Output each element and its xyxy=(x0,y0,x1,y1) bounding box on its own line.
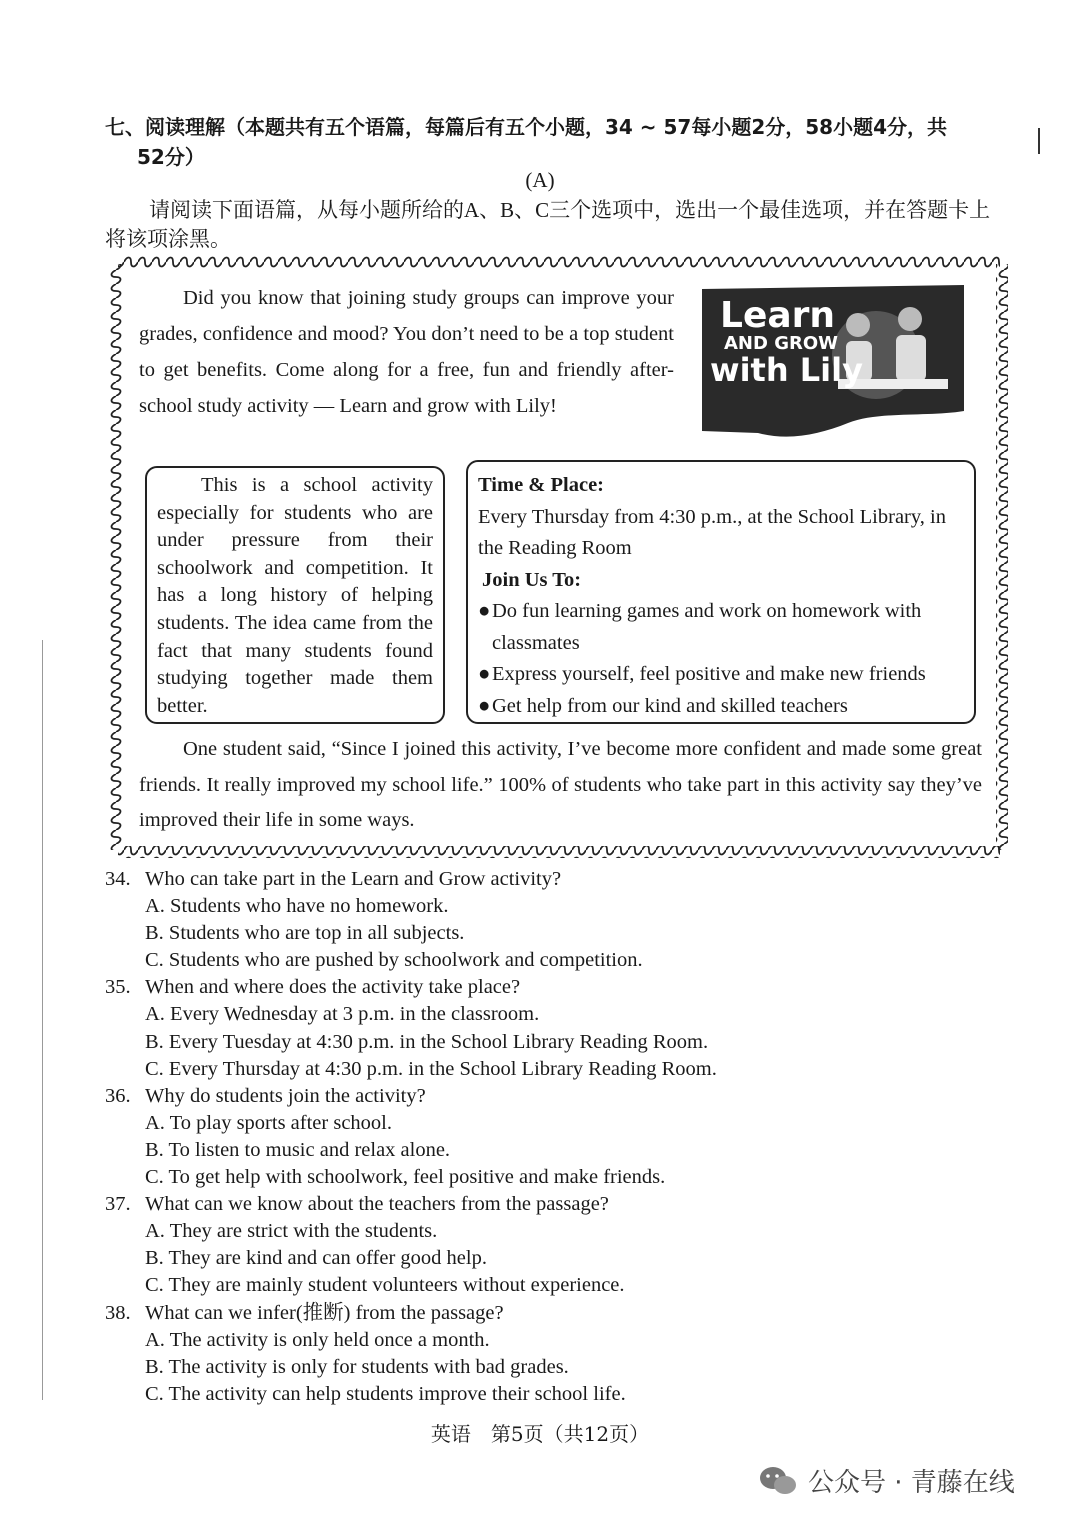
join-bullet: ● Get help from our kind and skilled teachers xyxy=(478,694,848,717)
question-text: Who can take part in the Learn and Grow activity? xyxy=(145,868,562,890)
section-title-line2: 52分） xyxy=(137,145,205,169)
question-text: What can we know about the teachers from the passage? xyxy=(145,1193,609,1216)
join-us-heading: Join Us To: xyxy=(482,568,582,591)
join-bullet: ● Do fun learning games and work on homework with classmates xyxy=(478,600,922,654)
option: A. The activity is only held once a month. xyxy=(145,1328,490,1351)
passage-intro: Did you know that joining study groups can improve your grades, confidence and mood? You don’t need to be a top student to get benefits. Come along for a free, fun and friendly after-school study activity — Learn and grow with Lily! xyxy=(139,287,674,417)
option: A. Students who have no homework. xyxy=(145,895,449,918)
logo-word-and-grow: AND GROW xyxy=(724,333,838,354)
question-number: 38. xyxy=(105,1301,131,1324)
option: B. Students who are top in all subjects. xyxy=(145,922,465,945)
option: C. The activity can help students improve their school life. xyxy=(145,1382,626,1405)
option: A. They are strict with the students. xyxy=(145,1220,438,1243)
activity-description-box: This is a school activity especially for students who are under pressure from their schoolwork and competition. It has a long history of helping students. The idea came from the fact that many students found studying together made them better. xyxy=(145,466,445,724)
option: A. To play sports after school. xyxy=(145,1111,392,1134)
question xyxy=(105,974,1005,1082)
question-number: 37. xyxy=(105,1193,131,1216)
option: B. Every Tuesday at 4:30 p.m. in the School Library Reading Room. xyxy=(145,1030,709,1053)
option: B. The activity is only for students with bad grades. xyxy=(145,1355,569,1378)
question-text: Why do students join the activity? xyxy=(145,1084,426,1107)
binding-rule xyxy=(42,640,43,1400)
section-title-line1: 七、阅读理解（本题共有五个语篇，每篇后有五个小题，34 ~ 57每小题2分，58小题4分，共 xyxy=(105,115,948,139)
page-footer: 英语 第5页（共12页） xyxy=(430,1422,650,1446)
option: C. To get help with schoolwork, feel positive and make friends. xyxy=(145,1166,666,1189)
question xyxy=(105,1300,1005,1408)
question-number: 35. xyxy=(105,976,131,999)
watermark xyxy=(758,1462,1015,1499)
part-label: (A) xyxy=(525,168,555,192)
learn-and-grow-logo xyxy=(698,283,968,443)
page-edge-mark xyxy=(1038,128,1040,154)
passage-outro: One student said, “Since I joined this activity, I’ve become more confident and made some great friends. It really improved my school life.” 100% of students who take part in this activity say they’ve improved their life in some ways. xyxy=(139,738,982,831)
wechat-icon xyxy=(758,1465,798,1497)
watermark-text: 公众号 · 青藤在线 xyxy=(808,1468,1015,1498)
option: B. They are kind and can offer good help. xyxy=(145,1247,487,1270)
question xyxy=(105,1083,1005,1191)
question-number: 34. xyxy=(105,868,131,890)
instructions: 请阅读下面语篇，从每小题所给的A、B、C三个选项中，选出一个最佳选项，并在答题卡上将该项涂黑。 xyxy=(105,198,991,251)
question-text: What can we infer(推断) from the passage? xyxy=(145,1301,504,1324)
question-text: When and where does the activity take place? xyxy=(145,976,521,999)
logo-word-with-lily: with Lily xyxy=(710,351,863,389)
option: A. Every Wednesday at 3 p.m. in the classroom. xyxy=(145,1003,540,1026)
section-title xyxy=(105,112,1010,172)
logo-word-learn: Learn xyxy=(720,295,836,336)
option: C. They are mainly student volunteers without experience. xyxy=(145,1274,625,1297)
option: C. Every Thursday at 4:30 p.m. in the School Library Reading Room. xyxy=(145,1057,717,1080)
join-bullet: ● Express yourself, feel positive and make new friends xyxy=(478,663,926,685)
question-list xyxy=(105,866,1005,1408)
time-place-heading: Time & Place: xyxy=(478,474,604,496)
time-place-box xyxy=(466,460,976,724)
option: B. To listen to music and relax alone. xyxy=(145,1138,451,1161)
question-number: 36. xyxy=(105,1084,131,1107)
option: C. Students who are pushed by schoolwork and competition. xyxy=(145,949,643,972)
time-place-text: Every Thursday from 4:30 p.m., at the School Library, in the Reading Room xyxy=(478,505,946,559)
question xyxy=(105,866,1005,974)
question xyxy=(105,1191,1005,1299)
